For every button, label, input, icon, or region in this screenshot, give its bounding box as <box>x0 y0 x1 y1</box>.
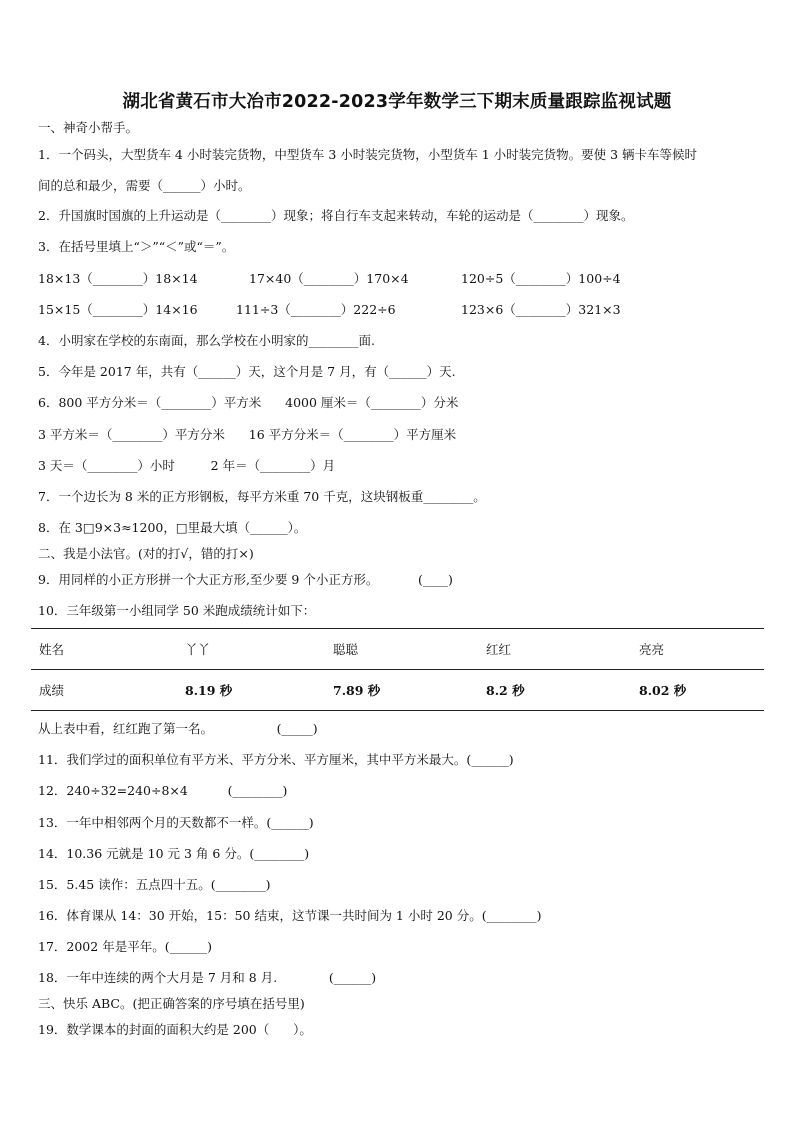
question-3-item: 120÷5（________）100÷4 <box>461 271 621 286</box>
table-header-cell: 亮亮 <box>631 629 764 670</box>
question-13: 13．一年中相邻两个月的天数都不一样。(______) <box>38 815 314 830</box>
question-3-item: 111÷3（________）222÷6 <box>236 302 396 317</box>
question-5: 5．今年是 2017 年，共有（______）天，这个月是 7 月，有（______）天. <box>38 364 456 379</box>
section-2-heading: 二、我是小法官。(对的打√，错的打×) <box>38 546 254 561</box>
question-10-statement: 从上表中看，红红跑了第一名。 (_____) <box>38 721 318 736</box>
table-header-row <box>31 629 764 670</box>
table-cell: 8.02 秒 <box>631 670 764 711</box>
table-cell: 8.19 秒 <box>177 670 325 711</box>
question-6-line-2: 3 平方米＝（________）平方分米 16 平方分米＝（________）平方厘米 <box>38 427 457 442</box>
question-7: 7．一个边长为 8 米的正方形钢板，每平方米重 70 千克，这块钢板重________。 <box>38 489 486 504</box>
table-header-cell: 姓名 <box>31 629 177 670</box>
question-17: 17．2002 年是平年。(______) <box>38 939 212 954</box>
question-9: 9．用同样的小正方形拼一个大正方形,至少要 9 个小正方形。 (____) <box>38 572 453 587</box>
table-header-cell: 丫丫 <box>177 629 325 670</box>
question-3-item: 123×6（________）321×3 <box>461 302 621 317</box>
question-14: 14．10.36 元就是 10 元 3 角 6 分。(________) <box>38 846 310 861</box>
table-row <box>31 670 764 711</box>
table-row-label: 成绩 <box>31 670 177 711</box>
question-8: 8．在 3□9×3≈1200，□里最大填（______）。 <box>38 520 307 535</box>
table-cell: 7.89 秒 <box>325 670 478 711</box>
question-3: 3．在括号里填上“＞”“＜”或“＝”。 <box>38 239 235 254</box>
table-header-cell: 红红 <box>478 629 631 670</box>
table-header-cell: 聪聪 <box>325 629 478 670</box>
section-1-heading: 一、神奇小帮手。 <box>38 120 139 135</box>
question-1-line-1: 1．一个码头，大型货车 4 小时装完货物，中型货车 3 小时装完货物，小型货车 1 小时装完货物。要使 3 辆卡车等候时 <box>38 147 698 162</box>
question-1-line-2: 间的总和最少，需要（______）小时。 <box>38 178 251 193</box>
question-12: 12．240÷32=240÷8×4 (________) <box>38 783 288 798</box>
question-11: 11．我们学过的面积单位有平方米、平方分米、平方厘米，其中平方米最大。(______) <box>38 752 514 767</box>
question-16: 16．体育课从 14：30 开始，15：50 结束，这节课一共时间为 1 小时 20 分。(________) <box>38 908 542 923</box>
scores-table <box>31 628 764 711</box>
question-2: 2．升国旗时国旗的上升运动是（________）现象；将自行车支起来转动，车轮的运动是（________）现象。 <box>38 208 634 223</box>
page-title: 湖北省黄石市大冶市2022-2023学年数学三下期末质量跟踪监视试题 <box>122 92 672 112</box>
question-4: 4．小明家在学校的东南面，那么学校在小明家的________面. <box>38 333 375 348</box>
question-3-item: 17×40（________）170×4 <box>249 271 409 286</box>
question-10: 10．三年级第一小组同学 50 米跑成绩统计如下： <box>38 603 316 618</box>
section-3-heading: 三、快乐 ABC。(把正确答案的序号填在括号里) <box>38 996 305 1011</box>
question-6-line-3: 3 天＝（________）小时 2 年＝（________）月 <box>38 458 336 473</box>
question-18: 18．一年中连续的两个大月是 7 月和 8 月. (______) <box>38 970 377 985</box>
question-3-item: 18×13（________）18×14 <box>38 271 198 286</box>
question-15: 15．5.45 读作：五点四十五。(________) <box>38 877 271 892</box>
question-19: 19．数学课本的封面的面积大约是 200（ ）。 <box>38 1022 312 1037</box>
question-3-item: 15×15（________）14×16 <box>38 302 198 317</box>
table-cell: 8.2 秒 <box>478 670 631 711</box>
question-6-line-1: 6．800 平方分米＝（________）平方米 4000 厘米＝（________）分米 <box>38 395 459 410</box>
